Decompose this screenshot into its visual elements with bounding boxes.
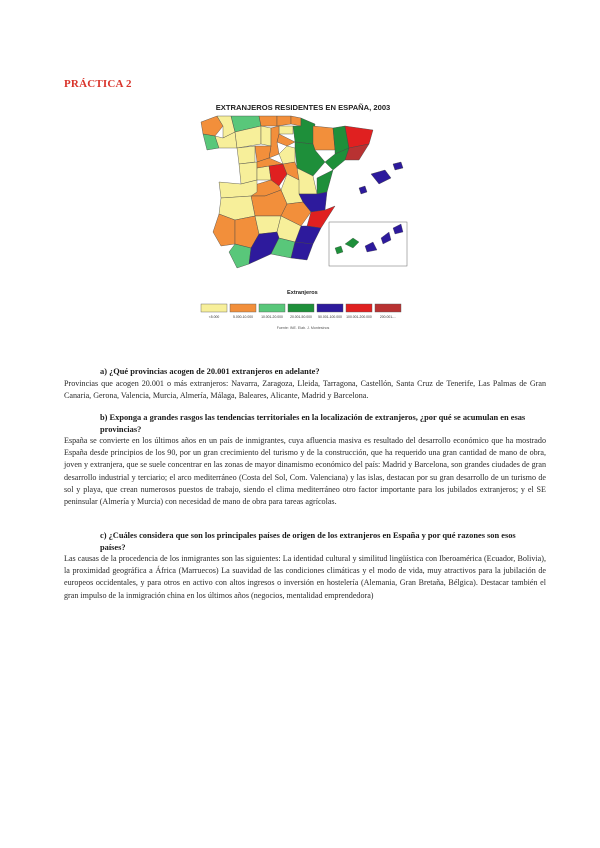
question-c: c) ¿Cuáles considera que son los principales países de origen de los extranjeros en España y por qué razones son esos países? bbox=[100, 531, 516, 552]
canary-islands-inset bbox=[329, 222, 407, 266]
legend-label: 10.001-20.000 bbox=[261, 315, 283, 319]
map-title: EXTRANJEROS RESIDENTES EN ESPAÑA, 2003 bbox=[215, 103, 391, 112]
legend-swatch bbox=[288, 304, 314, 312]
province-castellon bbox=[317, 170, 333, 194]
spain-provinces-map bbox=[195, 98, 411, 334]
province-soria bbox=[279, 146, 295, 164]
foreigners-map-figure bbox=[195, 98, 411, 334]
legend-label: 20.001-50.000 bbox=[290, 315, 312, 319]
province-avila bbox=[257, 166, 271, 180]
legend-swatch bbox=[375, 304, 401, 312]
legend-swatch bbox=[201, 304, 227, 312]
province-zamora bbox=[237, 146, 255, 164]
balearic-islands bbox=[359, 162, 403, 194]
question-a: a) ¿Qué provincias acogen de 20.001 extranjeros en adelante? bbox=[100, 367, 320, 376]
legend-label: <5.000 bbox=[208, 315, 220, 319]
province-cantabria bbox=[259, 116, 277, 126]
question-b: b) Exponga a grandes rasgos las tendencias territoriales en la localización de extranjeros, ¿por qué se acumulan en esas provincias? bbox=[100, 413, 526, 434]
legend-swatch bbox=[346, 304, 372, 312]
province-girona bbox=[345, 126, 373, 148]
legend-swatch bbox=[259, 304, 285, 312]
legend-label: 100.001-200.000 bbox=[346, 315, 372, 319]
page-title: PRÁCTICA 2 bbox=[64, 78, 132, 90]
province-caceres bbox=[219, 180, 257, 198]
province-gipuzkoa bbox=[291, 116, 301, 126]
legend-label: 50.001-100.000 bbox=[318, 315, 342, 319]
answer-c: Las causas de la procedencia de los inmigrantes son las siguientes: La identidad cultural y similitud lingüística con Iberoamérica (Ecuador, Bolivia), la proximidad geográfica a África (Marruecos) La suavidad de las condiciones climáticas y el modo de vida, muy atractivos para la jubilación de europeos occidentales, y para otros en activo con altos ingresos o inversión en hostelería (Alemania, Gran Bretaña, Bélgica). Destacar también el gran impulso de la inmigración china en los últimos años (negocios, mentalidad emprendedora) bbox=[64, 554, 546, 600]
province-la-rioja bbox=[277, 134, 295, 146]
legend-title: Extranjeros bbox=[287, 290, 318, 296]
province-cadiz bbox=[229, 244, 251, 268]
map-source: Fuente: INE. Elab. J. Montesinos bbox=[276, 326, 330, 330]
map-legend bbox=[201, 304, 401, 319]
province-palencia bbox=[261, 126, 271, 146]
province-huelva bbox=[213, 214, 235, 246]
province-alava bbox=[279, 126, 293, 134]
legend-swatch bbox=[230, 304, 256, 312]
answer-b: España se convierte en los últimos años en un país de inmigrantes, cuya afluencia masiva es resultado del desarrollo económico que ha mostrado España desde principios de los 90, por un gran crecimiento del turismo y de la construcción, que ha requerido una gran cantidad de mano de obra, joven y extranjera, que se suele concentrar en las zonas de mayor dinamismo económico del país: Madrid y Barcelona, son grandes ciudades de gran desarrollo industrial y terciario; el arco mediterráneo (Costa del Sol, Com. Valenciana) y las islas, destacan por su gran desarrollo de un turismo de sol y playa, que crean numerosos puestos de trabajo, siendo el clima mediterráneo otro factor importante para los jubilados extranjeros; y el SE peninsular (Almería y Murcia) con necesidad de mano de obra para tareas agrícolas. bbox=[64, 436, 546, 507]
province-almeria bbox=[291, 242, 313, 260]
province-huesca bbox=[313, 126, 335, 150]
answer-a: Provincias que acogen 20.001 o más extranjeros: Navarra, Zaragoza, Lleida, Tarragona, Castellón, Santa Cruz de Tenerife, Las Palmas de Gran Canaria, Gerona, Valencia, Murcia, Almería, Málaga, Baleares, Alicante, Madrid y Barcelona. bbox=[64, 379, 546, 401]
legend-label: 200.001-... bbox=[379, 315, 397, 319]
legend-label: 5.000-10.000 bbox=[233, 315, 253, 319]
legend-swatch bbox=[317, 304, 343, 312]
province-bizkaia bbox=[277, 116, 291, 126]
